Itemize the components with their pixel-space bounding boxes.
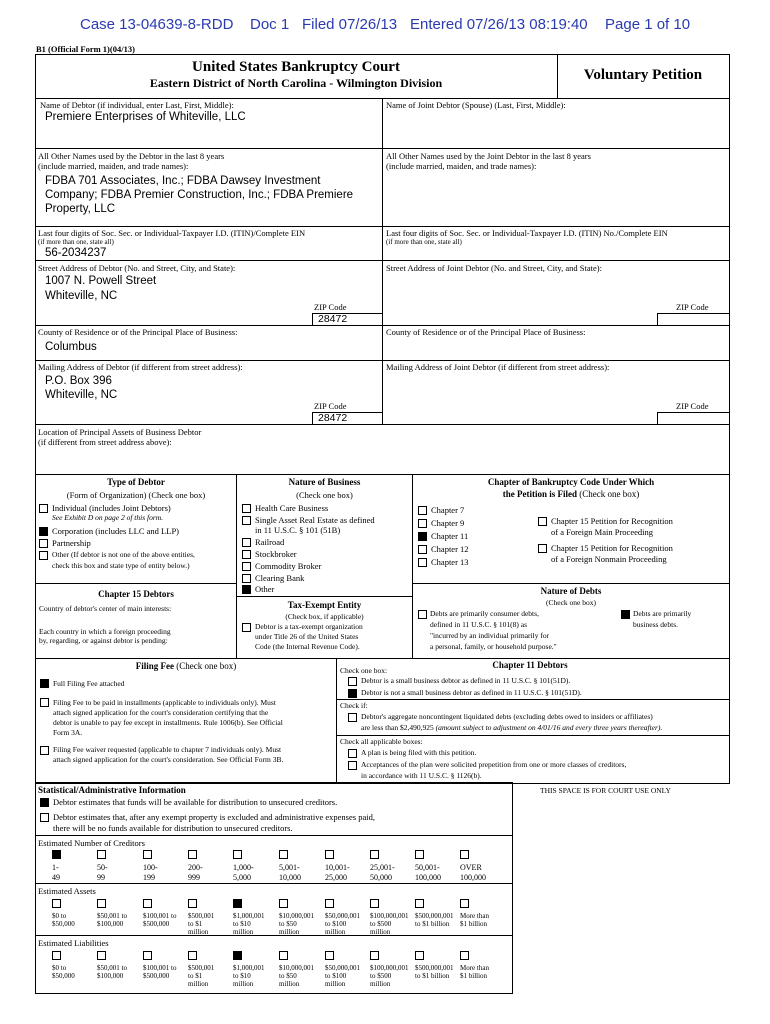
consumer-debts-checkbox[interactable] xyxy=(418,610,427,619)
liabilities-checkbox-2[interactable] xyxy=(97,951,106,960)
chapter-9-label: Chapter 9 xyxy=(431,518,465,528)
assets-range-3: $100,001 to $500,000 xyxy=(143,912,177,928)
filed-date: Filed 07/26/13 xyxy=(302,16,398,33)
clearing-bank-label: Clearing Bank xyxy=(255,573,305,583)
county-label: County of Residence or of the Principal Place of Business: xyxy=(38,327,238,337)
single-asset-checkbox[interactable] xyxy=(242,516,251,525)
assets-checkbox-4[interactable] xyxy=(188,899,197,908)
creditors-range-9: 50,001- 100,000 xyxy=(415,863,441,882)
funds-available-checkbox[interactable] xyxy=(40,798,49,807)
business-debts-l2: business debts. xyxy=(633,620,678,629)
plan-filed-checkbox[interactable] xyxy=(348,749,357,758)
mailing-line-1: P.O. Box 396 xyxy=(45,375,112,387)
location-label-2: (if different from street address above): xyxy=(38,437,172,447)
debtor-ein: 56-2034237 xyxy=(45,247,107,259)
other-names-1: FDBA 701 Associates, Inc.; FDBA Dawsey Investment xyxy=(45,175,321,187)
joint-street-label: Street Address of Joint Debtor (No. and Street, City, and State): xyxy=(386,263,602,273)
creditors-checkbox-3[interactable] xyxy=(143,850,152,859)
assets-range-8: $100,000,001 to $500 million xyxy=(370,912,409,936)
tax-exempt-title: Tax-Exempt Entity xyxy=(287,600,362,610)
chapter-12-checkbox[interactable] xyxy=(418,545,427,554)
partnership-label: Partnership xyxy=(52,538,91,548)
creditors-checkbox-4[interactable] xyxy=(188,850,197,859)
funds-available-label: Debtor estimates that funds will be available for distribution to unsecured creditors. xyxy=(53,797,338,807)
liabilities-range-9: $500,000,001 to $1 billion xyxy=(415,964,454,980)
clearing-bank-checkbox[interactable] xyxy=(242,574,251,583)
aggregate-amount: are less than $2,490,925 xyxy=(361,723,434,732)
assets-checkbox-3[interactable] xyxy=(143,899,152,908)
assets-checkbox-10[interactable] xyxy=(460,899,469,908)
joint-other-names-label: All Other Names used by the Joint Debtor in the last 8 years xyxy=(386,151,591,161)
joint-county-label: County of Residence or of the Principal Place of Business: xyxy=(386,327,586,337)
fee-waiver-l1: Filing Fee waiver requested (applicable to chapter 7 individuals only). Must xyxy=(53,745,282,754)
filing-fee-title-bold: Filing Fee xyxy=(135,661,174,671)
chapter-15-main-label: Chapter 15 Petition for Recognition xyxy=(551,516,673,526)
creditors-checkbox-9[interactable] xyxy=(415,850,424,859)
aggregate-debts-checkbox[interactable] xyxy=(348,713,357,722)
liabilities-range-6: $10,000,001 to $50 million xyxy=(279,964,314,988)
aggregate-l2 xyxy=(361,723,662,732)
other-names-label-2: (include married, maiden, and trade names): xyxy=(38,161,189,171)
other-names-2: Company; FDBA Premier Construction, Inc.; FDBA Premiere xyxy=(45,189,354,201)
stockbroker-checkbox[interactable] xyxy=(242,550,251,559)
other-entity-label-2: check this box and state type of entity below.) xyxy=(52,561,190,570)
acceptances-l1: Acceptances of the plan were solicited prepetition from one or more classes of creditors, xyxy=(361,760,627,769)
full-fee-label: Full Filing Fee attached xyxy=(53,679,125,688)
no-funds-l2: there will be no funds available for distribution to unsecured creditors. xyxy=(53,823,293,833)
location-label: Location of Principal Assets of Business Debtor xyxy=(38,427,202,437)
other-names-label: All Other Names used by the Debtor in the last 8 years xyxy=(38,151,225,161)
health-care-label: Health Care Business xyxy=(255,503,329,513)
ch15-country-label: Country of debtor's center of main interests: xyxy=(39,604,172,613)
partnership-checkbox[interactable] xyxy=(39,539,48,548)
liabilities-range-2: $50,001 to $100,000 xyxy=(97,964,127,980)
entered-date: Entered 07/26/13 08:19:40 xyxy=(410,16,588,33)
creditors-checkbox-5[interactable] xyxy=(233,850,242,859)
chapter-12-label: Chapter 12 xyxy=(431,544,469,554)
installment-fee-checkbox[interactable] xyxy=(40,698,49,707)
debtor-name-label: Name of Debtor (if individual, enter Last, First, Middle): xyxy=(40,100,234,110)
creditors-checkbox-2[interactable] xyxy=(97,850,106,859)
mailing-zip: 28472 xyxy=(318,412,348,424)
creditors-range-7: 10,001- 25,000 xyxy=(325,863,350,882)
consumer-debts-l1: Debts are primarily consumer debts, xyxy=(430,609,539,618)
chapter-7-checkbox[interactable] xyxy=(418,506,427,515)
tax-exempt-sub: (Check box, if applicable) xyxy=(285,612,364,621)
chapter-15-main-checkbox[interactable] xyxy=(538,517,547,526)
type-of-debtor-sub: (Form of Organization) (Check one box) xyxy=(66,490,206,500)
nature-of-business-title: Nature of Business xyxy=(288,477,361,487)
chapter-11-label: Chapter 11 xyxy=(431,531,469,541)
liabilities-range-3: $100,001 to $500,000 xyxy=(143,964,177,980)
doc-number: Doc 1 xyxy=(250,16,290,33)
chapter-11-checkbox[interactable] xyxy=(418,532,427,541)
no-funds-checkbox[interactable] xyxy=(40,813,49,822)
mailing-label: Mailing Address of Debtor (if different from street address): xyxy=(38,362,243,372)
other-business-label: Other xyxy=(255,584,275,594)
liabilities-checkbox-4[interactable] xyxy=(188,951,197,960)
joint-name-label: Name of Joint Debtor (Spouse) (Last, First, Middle): xyxy=(386,100,566,110)
chapter-13-label: Chapter 13 xyxy=(431,557,469,567)
small-business-label: Debtor is a small business debtor as defined in 11 U.S.C. § 101(51D). xyxy=(361,676,571,685)
chapter-15-nonmain-label-2: of a Foreign Nonmain Proceeding xyxy=(551,554,667,564)
joint-zip-label: ZIP Code xyxy=(676,302,709,312)
other-entity-label: Other (If debtor is not one of the above entities, xyxy=(52,550,195,559)
full-fee-checkbox[interactable] xyxy=(40,679,49,688)
liabilities-range-1: $0 to $50,000 xyxy=(52,964,75,980)
ch15-each-label: Each country in which a foreign proceeding xyxy=(39,627,171,636)
liabilities-range-8: $100,000,001 to $500 million xyxy=(370,964,409,988)
tax-exempt-l2: under Title 26 of the United States xyxy=(255,632,359,641)
debtor-name: Premiere Enterprises of Whiteville, LLC xyxy=(45,111,246,123)
aggregate-l1: Debtor's aggregate noncontingent liquidated debts (excluding debts owed to insiders or affiliates) xyxy=(361,712,653,721)
creditors-range-8: 25,001- 50,000 xyxy=(370,863,395,882)
installment-l1: Filing Fee to be paid in installments (applicable to individuals only). Must xyxy=(53,698,276,707)
acceptances-l2: in accordance with 11 U.S.C. § 1126(b). xyxy=(361,771,482,780)
liabilities-checkbox-7[interactable] xyxy=(325,951,334,960)
liabilities-checkbox-8[interactable] xyxy=(370,951,379,960)
zip-label: ZIP Code xyxy=(314,302,347,312)
installment-l2: attach signed application for the court's consideration certifying that the xyxy=(53,708,269,717)
liabilities-label: Estimated Liabilities xyxy=(38,938,109,948)
ch11-check-if: Check if: xyxy=(340,701,368,710)
nature-of-debts-sub: (Check one box) xyxy=(546,598,596,607)
assets-checkbox-9[interactable] xyxy=(415,899,424,908)
not-small-business-label: Debtor is not a small business debtor as defined in 11 U.S.C. § 101(51D). xyxy=(361,688,582,697)
case-number: Case 13-04639-8-RDD xyxy=(80,16,234,33)
creditors-checkbox-8[interactable] xyxy=(370,850,379,859)
chapter-15-nonmain-checkbox[interactable] xyxy=(538,544,547,553)
creditors-checkbox-7[interactable] xyxy=(325,850,334,859)
joint-other-names-label-2: (include married, maiden, and trade names): xyxy=(386,161,537,171)
ch11-debtors-title: Chapter 11 Debtors xyxy=(492,660,568,670)
corporation-checkbox[interactable] xyxy=(39,527,48,536)
page-number: Page 1 of 10 xyxy=(605,16,691,33)
joint-mailing-zip-label: ZIP Code xyxy=(676,401,709,411)
other-entity-checkbox[interactable] xyxy=(39,551,48,560)
joint-ein-label: Last four digits of Soc. Sec. or Individual-Taxpayer I.D. (ITIN) No./Complete EIN xyxy=(386,228,668,238)
tax-exempt-l1: Debtor is a tax-exempt organization xyxy=(255,622,363,631)
installment-l3: debtor is unable to pay fee except in installments. Rule 1006(b). See Official xyxy=(53,718,283,727)
creditors-range-1: 1- 49 xyxy=(52,863,60,882)
tax-exempt-l3: Code (the Internal Revenue Code). xyxy=(255,642,360,651)
chapter-title-2 xyxy=(413,489,729,499)
court-use-label: THIS SPACE IS FOR COURT USE ONLY xyxy=(540,786,671,795)
creditors-range-4: 200- 999 xyxy=(188,863,203,882)
assets-checkbox-2[interactable] xyxy=(97,899,106,908)
assets-range-7: $50,000,001 to $100 million xyxy=(325,912,360,936)
zip-code: 28472 xyxy=(318,313,348,325)
individual-checkbox[interactable] xyxy=(39,504,48,513)
stockbroker-label: Stockbroker xyxy=(255,549,297,559)
assets-checkbox-6[interactable] xyxy=(279,899,288,908)
commodity-broker-label: Commodity Broker xyxy=(255,561,322,571)
chapter-title: Chapter of Bankruptcy Code Under Which xyxy=(487,477,655,487)
stat-title: Statistical/Administrative Information xyxy=(38,785,186,795)
ch11-check-one: Check one box: xyxy=(340,666,388,675)
other-names-3: Property, LLC xyxy=(45,203,116,215)
ch15-debtors-title: Chapter 15 Debtors xyxy=(98,589,174,599)
joint-mailing-label: Mailing Address of Joint Debtor (if different from street address): xyxy=(386,362,610,372)
mailing-zip-label: ZIP Code xyxy=(314,401,347,411)
chapter-title-bold: the Petition is Filed xyxy=(502,489,577,499)
installment-l4: Form 3A. xyxy=(53,728,83,737)
liabilities-checkbox-3[interactable] xyxy=(143,951,152,960)
type-of-debtor-title: Type of Debtor xyxy=(107,477,165,487)
court-title: United States Bankruptcy Court xyxy=(192,59,400,75)
railroad-checkbox[interactable] xyxy=(242,538,251,547)
liabilities-checkbox-10[interactable] xyxy=(460,951,469,960)
commodity-broker-checkbox[interactable] xyxy=(242,562,251,571)
liabilities-checkbox-1[interactable] xyxy=(52,951,61,960)
filing-fee-title xyxy=(36,661,336,671)
small-business-checkbox[interactable] xyxy=(348,677,357,686)
fee-waiver-l2: attach signed application for the court's consideration. See Official Form 3B. xyxy=(53,755,284,764)
assets-range-4: $500,001 to $1 million xyxy=(188,912,215,936)
liabilities-range-4: $500,001 to $1 million xyxy=(188,964,215,988)
liabilities-checkbox-9[interactable] xyxy=(415,951,424,960)
liabilities-checkbox-5[interactable] xyxy=(233,951,242,960)
street-line-1: 1007 N. Powell Street xyxy=(45,275,157,287)
assets-checkbox-5[interactable] xyxy=(233,899,242,908)
consumer-debts-l2: defined in 11 U.S.C. § 101(8) as xyxy=(430,620,528,629)
railroad-label: Railroad xyxy=(255,537,285,547)
creditors-range-2: 50- 99 xyxy=(97,863,108,882)
business-debts-l1: Debts are primarily xyxy=(633,609,692,618)
no-funds-l1: Debtor estimates that, after any exempt property is excluded and administrative expenses paid, xyxy=(53,812,375,822)
assets-range-10: More than $1 billion xyxy=(460,912,489,928)
street-line-2: Whiteville, NC xyxy=(45,290,118,302)
chapter-15-nonmain-label: Chapter 15 Petition for Recognition xyxy=(551,543,673,553)
single-asset-label: Single Asset Real Estate as defined xyxy=(255,515,375,525)
liabilities-range-7: $50,000,001 to $100 million xyxy=(325,964,360,988)
creditors-checkbox-1[interactable] xyxy=(52,850,61,859)
assets-checkbox-1[interactable] xyxy=(52,899,61,908)
creditors-checkbox-6[interactable] xyxy=(279,850,288,859)
aggregate-adjustment: (amount subject to adjustment on 4/01/16 and every three years thereafter). xyxy=(435,723,663,732)
other-business-checkbox[interactable] xyxy=(242,585,251,594)
health-care-checkbox[interactable] xyxy=(242,504,251,513)
nature-of-debts-title: Nature of Debts xyxy=(540,586,602,596)
ch15-each-label-2: by, regarding, or against debtor is pending: xyxy=(39,636,168,645)
consumer-debts-l3: "incurred by an individual primarily for xyxy=(430,631,550,640)
creditors-range-5: 1,000- 5,000 xyxy=(233,863,254,882)
chapter-13-checkbox[interactable] xyxy=(418,558,427,567)
mailing-line-2: Whiteville, NC xyxy=(45,389,118,401)
assets-range-9: $500,000,001 to $1 billion xyxy=(415,912,454,928)
corporation-label: Corporation (includes LLC and LLP) xyxy=(52,526,180,536)
assets-label: Estimated Assets xyxy=(38,886,96,896)
single-asset-label-2: in 11 U.S.C. § 101 (51B) xyxy=(255,525,341,535)
not-small-business-checkbox[interactable] xyxy=(348,689,357,698)
assets-range-6: $10,000,001 to $50 million xyxy=(279,912,314,936)
petition-type: Voluntary Petition xyxy=(583,67,703,83)
filing-fee-title-sub: (Check one box) xyxy=(176,661,237,671)
nature-of-business-sub: (Check one box) xyxy=(296,490,353,500)
tax-exempt-checkbox[interactable] xyxy=(242,623,251,632)
assets-checkbox-7[interactable] xyxy=(325,899,334,908)
creditors-range-10: OVER 100,000 xyxy=(460,863,486,882)
ch11-check-all: Check all applicable boxes: xyxy=(340,737,423,746)
chapter-15-main-label-2: of a Foreign Main Proceeding xyxy=(551,527,653,537)
creditors-checkbox-10[interactable] xyxy=(460,850,469,859)
liabilities-range-5: $1,000,001 to $10 million xyxy=(233,964,265,988)
assets-range-2: $50,001 to $100,000 xyxy=(97,912,127,928)
chapter-9-checkbox[interactable] xyxy=(418,519,427,528)
plan-filed-label: A plan is being filed with this petition. xyxy=(361,748,477,757)
assets-range-5: $1,000,001 to $10 million xyxy=(233,912,265,936)
liabilities-range-10: More than $1 billion xyxy=(460,964,489,980)
assets-range-1: $0 to $50,000 xyxy=(52,912,75,928)
individual-label: Individual (includes Joint Debtors) xyxy=(52,503,171,513)
chapter-title-sub: (Check one box) xyxy=(579,489,640,499)
chapter-7-label: Chapter 7 xyxy=(431,505,465,515)
assets-checkbox-8[interactable] xyxy=(370,899,379,908)
individual-note: See Exhibit D on page 2 of this form. xyxy=(52,513,164,522)
joint-ein-sub: (if more than one, state all) xyxy=(386,238,462,246)
ein-label: Last four digits of Soc. Sec. or Individual-Taxpayer I.D. (ITIN)/Complete EIN xyxy=(38,228,306,238)
acceptances-checkbox[interactable] xyxy=(348,761,357,770)
creditors-range-3: 100- 199 xyxy=(143,863,158,882)
ein-sub: (if more than one, state all) xyxy=(38,238,114,246)
business-debts-checkbox[interactable] xyxy=(621,610,630,619)
court-district: Eastern District of North Carolina - Wilmington Division xyxy=(149,76,443,90)
creditors-range-6: 5,001- 10,000 xyxy=(279,863,301,882)
liabilities-checkbox-6[interactable] xyxy=(279,951,288,960)
consumer-debts-l4: a personal, family, or household purpose." xyxy=(430,642,557,651)
street-label: Street Address of Debtor (No. and Street, City, and State): xyxy=(38,263,236,273)
county: Columbus xyxy=(45,341,97,353)
fee-waiver-checkbox[interactable] xyxy=(40,746,49,755)
creditors-label: Estimated Number of Creditors xyxy=(38,838,145,848)
form-id: B1 (Official Form 1)(04/13) xyxy=(36,44,135,54)
